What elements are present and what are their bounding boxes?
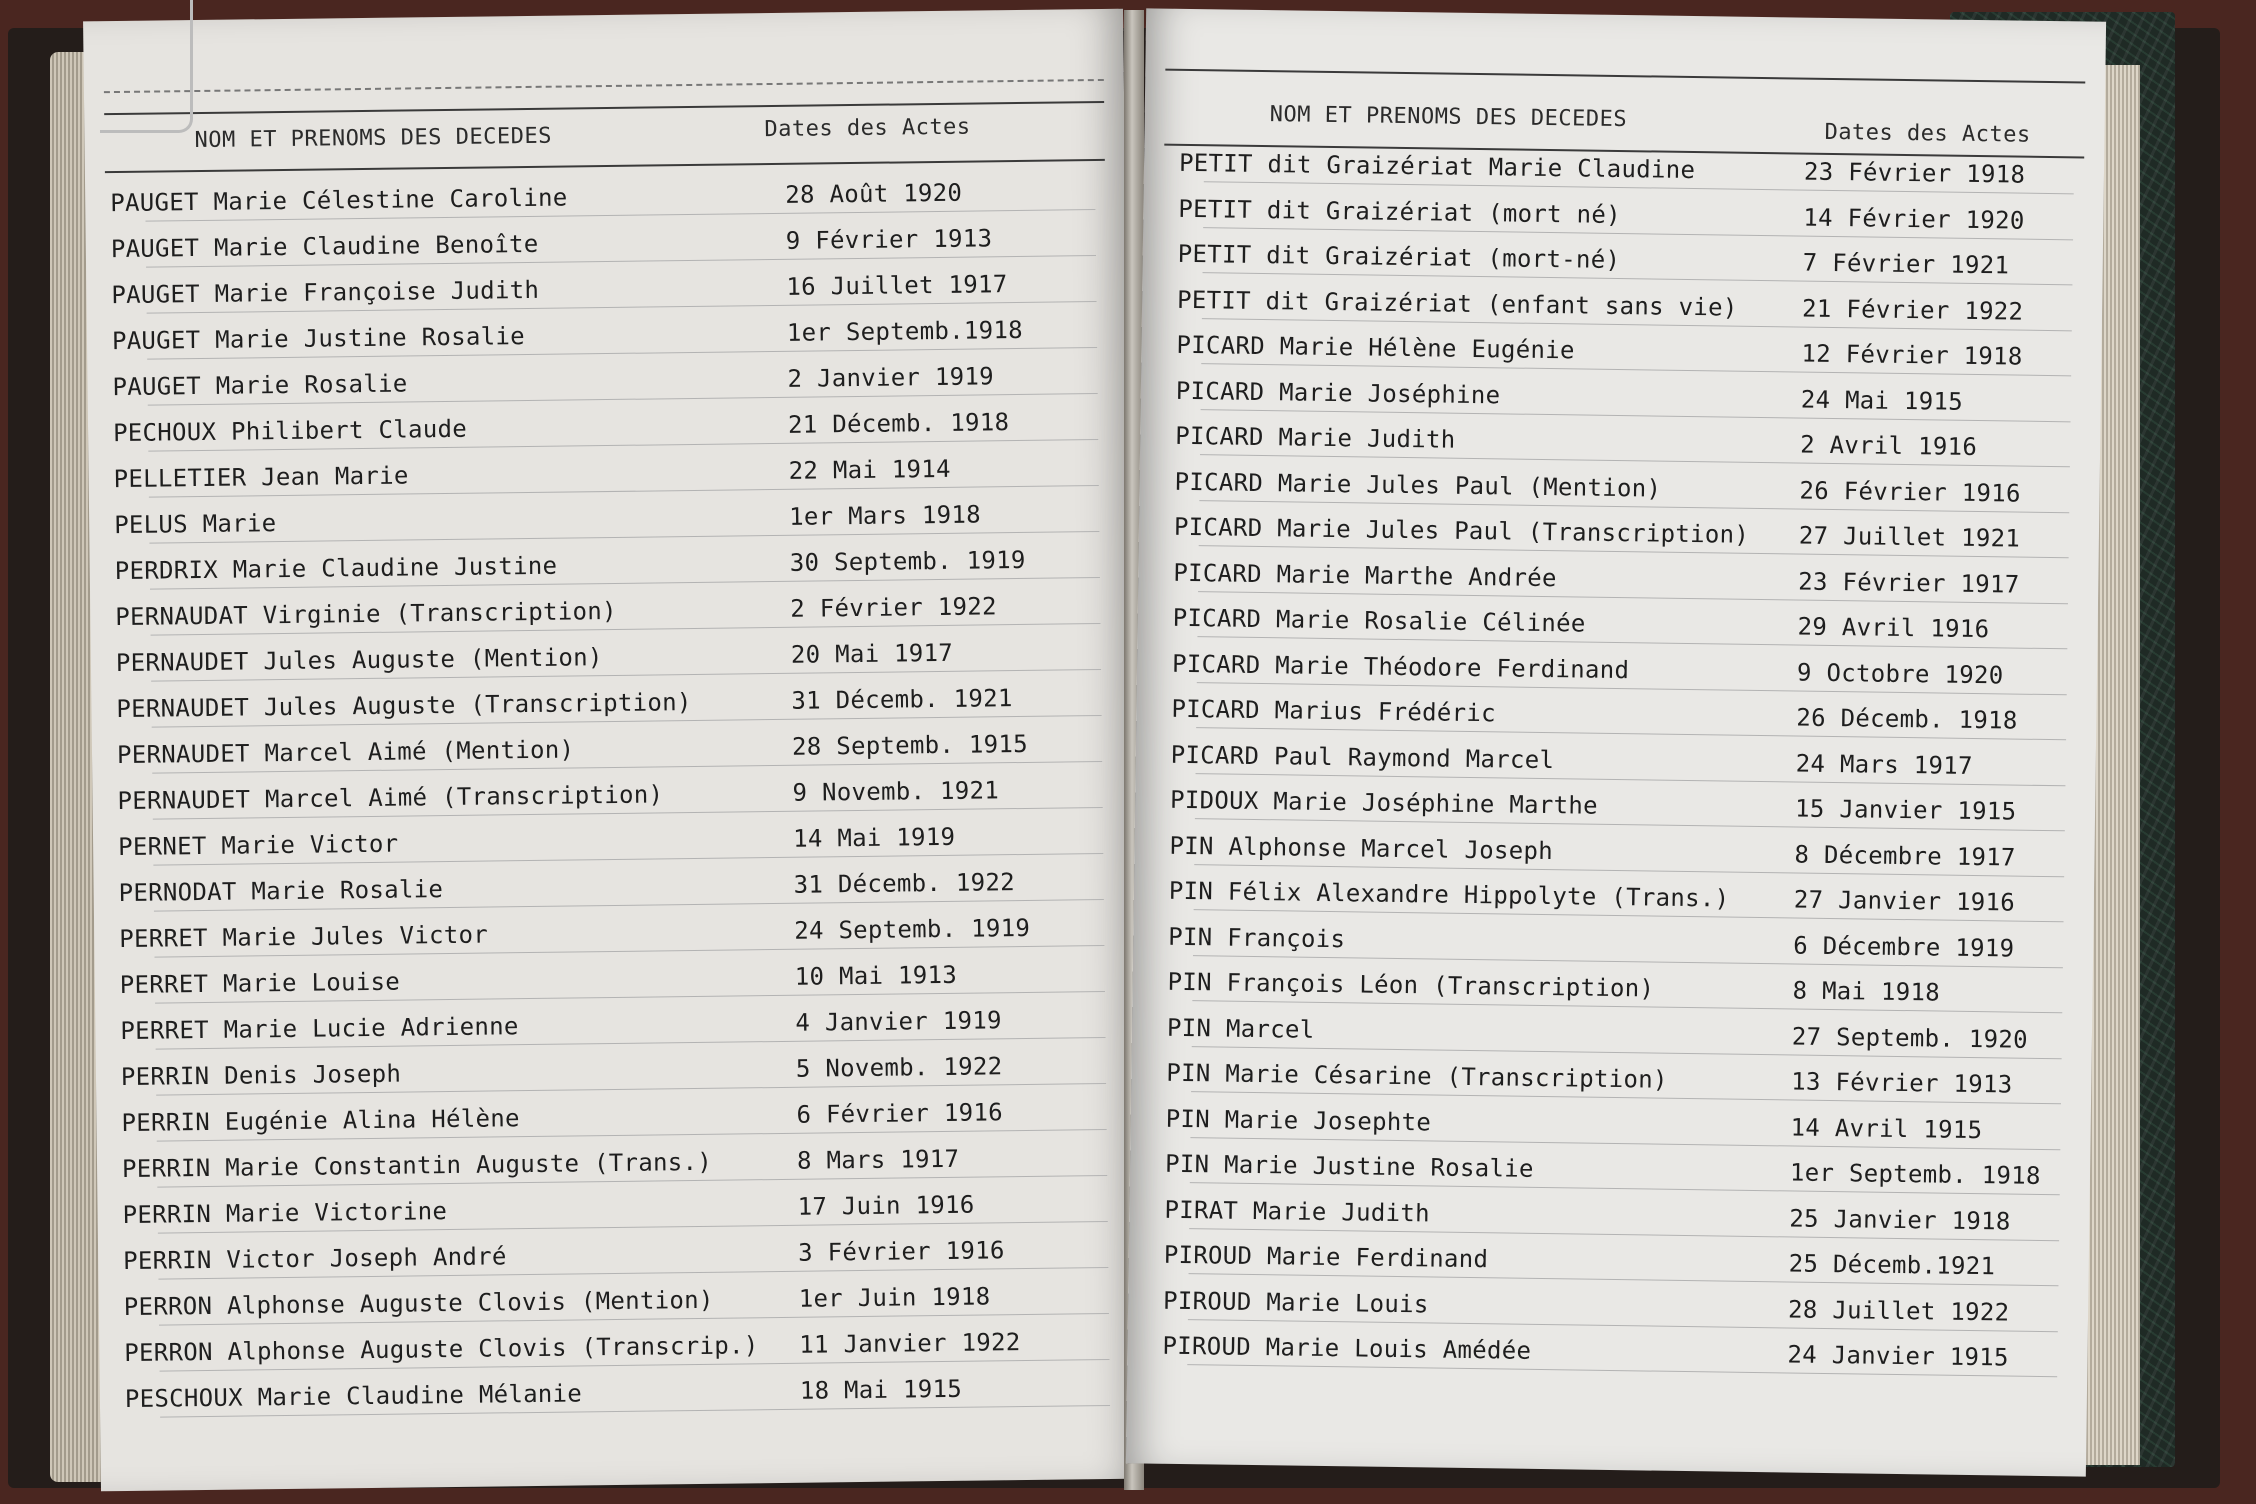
entry-row (86, 223, 1126, 276)
entry-name: PERRET Marie Lucie Adrienne (120, 1012, 519, 1046)
entry-row (89, 499, 1129, 552)
entry-name: PIN Félix Alexandre Hippolyte (Trans.) (1168, 876, 1730, 913)
entry-date: 12 Février 1918 (1801, 339, 2023, 371)
entry-name: PIN François Léon (Transcription) (1167, 967, 1655, 1003)
entry-date: 25 Janvier 1918 (1789, 1203, 2011, 1236)
entry-date: 24 Mai 1915 (1800, 385, 1964, 416)
entry-date: 26 Décemb. 1918 (1796, 703, 2018, 735)
entry-row (98, 1235, 1138, 1288)
entry-name: PERRIN Marie Victorine (122, 1197, 448, 1230)
entry-row (1135, 740, 2095, 793)
entry-row (1130, 1149, 2090, 1202)
entry-date: 4 Janvier 1919 (795, 1006, 1003, 1037)
entry-name: PICARD Marie Jules Paul (Transcription) (1173, 512, 1750, 549)
entry-name: PERNET Marie Victor (117, 829, 399, 862)
names-column-header: NOM ET PRENOMS DES DECEDES (194, 123, 553, 154)
entry-date: 10 Mai 1913 (794, 960, 958, 991)
entry-name: PAUGET Marie Françoise Judith (111, 275, 540, 310)
entry-row (97, 1189, 1137, 1242)
entry-date: 13 Février 1913 (1791, 1067, 2013, 1099)
entry-name: PERRIN Marie Constantin Auguste (Trans.) (121, 1147, 713, 1184)
entry-name: PETIT dit Graizériat (mort-né) (1177, 239, 1621, 275)
entry-row (1140, 421, 2100, 474)
entry-date: 28 Juillet 1922 (1787, 1294, 2010, 1327)
entry-name: PERRIN Victor Joseph André (123, 1242, 507, 1276)
paper-clip (100, 0, 193, 133)
entry-date: 14 Avril 1915 (1790, 1112, 1983, 1144)
entry-date: 2 Avril 1916 (1799, 430, 1978, 462)
entry-name: PIN Marcel (1166, 1013, 1315, 1044)
entry-row (1137, 649, 2097, 702)
entry-name: PIRAT Marie Judith (1164, 1195, 1431, 1227)
names-column-header: NOM ET PRENOMS DES DECEDES (1269, 102, 1628, 133)
entry-name: PERDRIX Marie Claudine Justine (114, 551, 558, 586)
entry-row (1134, 876, 2094, 929)
entry-name: PERNAUDET Marcel Aimé (Mention) (116, 735, 575, 770)
left-page (83, 9, 1141, 1492)
entry-date: 18 Mai 1915 (799, 1374, 963, 1405)
entry-date: 8 Mai 1918 (1792, 976, 1941, 1007)
entry-date: 28 Septemb. 1915 (791, 729, 1029, 761)
entry-row (88, 407, 1128, 460)
entry-name: PIN Alphonse Marcel Joseph (1169, 831, 1554, 865)
entry-row (91, 637, 1131, 690)
header-bottom-rule (105, 159, 1105, 173)
entry-row (88, 453, 1128, 506)
entry-row (92, 729, 1132, 782)
entry-name: PERRIN Denis Joseph (120, 1059, 402, 1092)
entry-name: PERNAUDET Jules Auguste (Transcription) (116, 688, 692, 724)
entry-date: 11 Janvier 1922 (799, 1328, 1021, 1359)
entry-date: 23 Février 1918 (1803, 157, 2026, 189)
entry-row (1143, 194, 2103, 247)
entry-row (92, 775, 1132, 828)
entry-name: PIROUD Marie Louis Amédée (1162, 1331, 1532, 1365)
entry-name: PICARD Marie Hélène Eugénie (1176, 330, 1575, 365)
entry-name: PERRET Marie Jules Victor (119, 920, 489, 954)
entry-date: 9 Février 1913 (785, 224, 993, 255)
entry-name: PAUGET Marie Célestine Caroline (110, 183, 568, 218)
entry-date: 1er Juin 1918 (798, 1282, 991, 1313)
entry-row (97, 1143, 1137, 1196)
entry-row (94, 913, 1134, 966)
entry-name: PERNAUDAT Virginie (Transcription) (115, 596, 617, 632)
entry-date: 15 Janvier 1915 (1794, 794, 2017, 826)
entry-name: PERNAUDET Jules Auguste (Mention) (115, 643, 603, 678)
entry-row (1142, 285, 2102, 338)
entry-name: PICARD Marie Jules Paul (Mention) (1174, 467, 1662, 503)
entry-name: PIN Marie Josephte (1165, 1104, 1432, 1136)
entry-date: 1er Septemb. 1918 (1789, 1158, 2041, 1190)
header-top-rule (1165, 69, 2085, 84)
entry-date: 27 Janvier 1916 (1793, 885, 2016, 917)
entry-row (1127, 1331, 2087, 1384)
header-top-rule (104, 101, 1104, 115)
entry-date: 21 Février 1922 (1801, 294, 2024, 326)
entry-name: PERNAUDET Marcel Aimé (Transcription) (117, 780, 664, 816)
entry-row (1131, 1058, 2091, 1111)
entry-name: PETIT dit Graizériat (enfant sans vie) (1176, 285, 1738, 322)
entry-name: PAUGET Marie Justine Rosalie (111, 322, 526, 356)
dates-column-header: Dates des Actes (764, 114, 971, 143)
entry-row (100, 1373, 1140, 1426)
entry-name: PELUS Marie (114, 509, 277, 540)
entry-name: PIROUD Marie Ferdinand (1163, 1240, 1489, 1274)
entry-row (1136, 694, 2096, 747)
entry-name: PICARD Marie Théodore Ferdinand (1171, 649, 1630, 684)
entry-name: PIN Marie Césarine (Transcription) (1166, 1058, 1668, 1094)
top-dashed-rule (104, 79, 1104, 93)
entry-name: PERRET Marie Louise (119, 967, 401, 1000)
entry-name: PICARD Marie Marthe Andrée (1173, 558, 1557, 592)
entry-date: 8 Mars 1917 (796, 1144, 960, 1175)
entry-row (1139, 467, 2099, 520)
entry-row (1139, 512, 2099, 565)
entry-date: 1er Septemb.1918 (786, 315, 1024, 347)
entry-date: 22 Mai 1914 (788, 454, 952, 485)
entry-row (1141, 376, 2101, 429)
entry-name: PERRON Alphonse Auguste Clovis (Mention) (123, 1285, 714, 1322)
entry-date: 31 Décemb. 1921 (791, 684, 1013, 715)
entry-row (1142, 239, 2102, 292)
entry-name: PESCHOUX Marie Claudine Mélanie (124, 1379, 583, 1413)
entry-row (87, 361, 1127, 414)
entry-row (93, 821, 1133, 874)
entry-date: 28 Août 1920 (785, 178, 963, 209)
entry-date: 3 Février 1916 (797, 1236, 1005, 1267)
entry-name: PETIT dit Graizériat (mort né) (1178, 194, 1622, 229)
entry-name: PICARD Marius Frédéric (1171, 694, 1497, 728)
entry-date: 16 Juillet 1917 (786, 270, 1008, 301)
entry-row (99, 1327, 1139, 1380)
entry-name: PICARD Marie Rosalie Célinée (1172, 603, 1586, 638)
entry-date: 5 Novemb. 1922 (795, 1052, 1003, 1083)
entry-row (86, 269, 1126, 322)
entry-row (99, 1281, 1139, 1334)
entry-name: PAUGET Marie Claudine Benoîte (110, 229, 539, 264)
entry-name: PIDOUX Marie Joséphine Marthe (1169, 785, 1599, 820)
entry-date: 24 Septemb. 1919 (794, 913, 1031, 945)
entry-guide-line (149, 531, 1099, 544)
entry-date: 26 Février 1916 (1799, 476, 2021, 508)
entry-date: 27 Juillet 1921 (1798, 521, 2021, 553)
entry-row (87, 315, 1127, 368)
entry-date: 25 Décemb.1921 (1788, 1249, 1996, 1281)
entry-row (94, 867, 1134, 920)
entry-row (1134, 831, 2094, 884)
entry-date: 1er Mars 1918 (788, 500, 982, 531)
entry-row (1132, 1013, 2092, 1066)
entry-date: 14 Février 1920 (1803, 203, 2025, 235)
entry-row (95, 959, 1135, 1012)
entry-row (1128, 1286, 2088, 1339)
entry-row (1137, 603, 2097, 656)
entry-date: 9 Octobre 1920 (1796, 658, 2004, 689)
entry-name: PAUGET Marie Rosalie (112, 369, 408, 402)
entry-date: 2 Février 1922 (790, 592, 997, 623)
entry-name: PETIT dit Graizériat Marie Claudine (1178, 148, 1696, 185)
entry-name: PICARD Marie Judith (1175, 421, 1456, 454)
right-page (1126, 8, 2106, 1476)
dates-column-header: Dates des Actes (1824, 119, 2031, 148)
entry-date: 31 Décemb. 1922 (793, 868, 1016, 899)
entry-date: 14 Mai 1919 (792, 822, 956, 853)
entry-date: 20 Mai 1917 (790, 638, 954, 669)
entry-name: PERNODAT Marie Rosalie (118, 875, 444, 908)
entry-row (96, 1097, 1136, 1150)
entry-name: PICARD Marie Joséphine (1175, 376, 1501, 409)
entry-row (90, 591, 1130, 644)
entry-row (85, 177, 1125, 230)
entry-date: 30 Septemb. 1919 (789, 545, 1026, 577)
entry-name: PERRON Alphonse Auguste Clovis (Transcrip.) (124, 1331, 759, 1368)
entry-row (95, 1005, 1135, 1058)
entry-name: PERRIN Eugénie Alina Hélène (121, 1104, 520, 1138)
entry-row (1129, 1195, 2089, 1248)
entry-date: 17 Juin 1916 (797, 1190, 975, 1221)
entry-row (1141, 330, 2101, 383)
entry-date: 2 Janvier 1919 (787, 362, 995, 393)
entry-name: PELLETIER Jean Marie (113, 461, 409, 494)
entry-name: PICARD Paul Raymond Marcel (1170, 740, 1555, 774)
entry-row (96, 1051, 1136, 1104)
entry-date: 29 Avril 1916 (1797, 612, 1990, 644)
entry-row (91, 683, 1131, 736)
entry-row (1132, 967, 2092, 1020)
entry-row (1128, 1240, 2088, 1293)
entry-date: 9 Novemb. 1921 (792, 776, 1000, 807)
entry-row (1133, 922, 2093, 975)
entry-name: PIROUD Marie Louis (1162, 1286, 1429, 1318)
entry-row (1130, 1104, 2090, 1157)
entry-row (90, 545, 1130, 598)
entry-row (1135, 785, 2095, 838)
entry-date: 6 Décembre 1919 (1792, 930, 2015, 963)
entry-date: 27 Septemb. 1920 (1791, 1021, 2029, 1054)
entry-row (1138, 558, 2098, 611)
entry-name: PIN Marie Justine Rosalie (1164, 1149, 1534, 1183)
entry-date: 6 Février 1916 (796, 1098, 1004, 1129)
entry-name: PECHOUX Philibert Claude (112, 414, 468, 448)
entry-date: 7 Février 1921 (1802, 248, 2010, 280)
entry-name: PIN François (1168, 922, 1346, 953)
entry-date: 23 Février 1917 (1798, 567, 2020, 599)
entry-date: 24 Mars 1917 (1795, 749, 1973, 780)
entry-date: 8 Décembre 1917 (1794, 840, 2016, 872)
entry-date: 24 Janvier 1915 (1787, 1340, 2009, 1372)
entry-date: 21 Décemb. 1918 (787, 408, 1010, 439)
